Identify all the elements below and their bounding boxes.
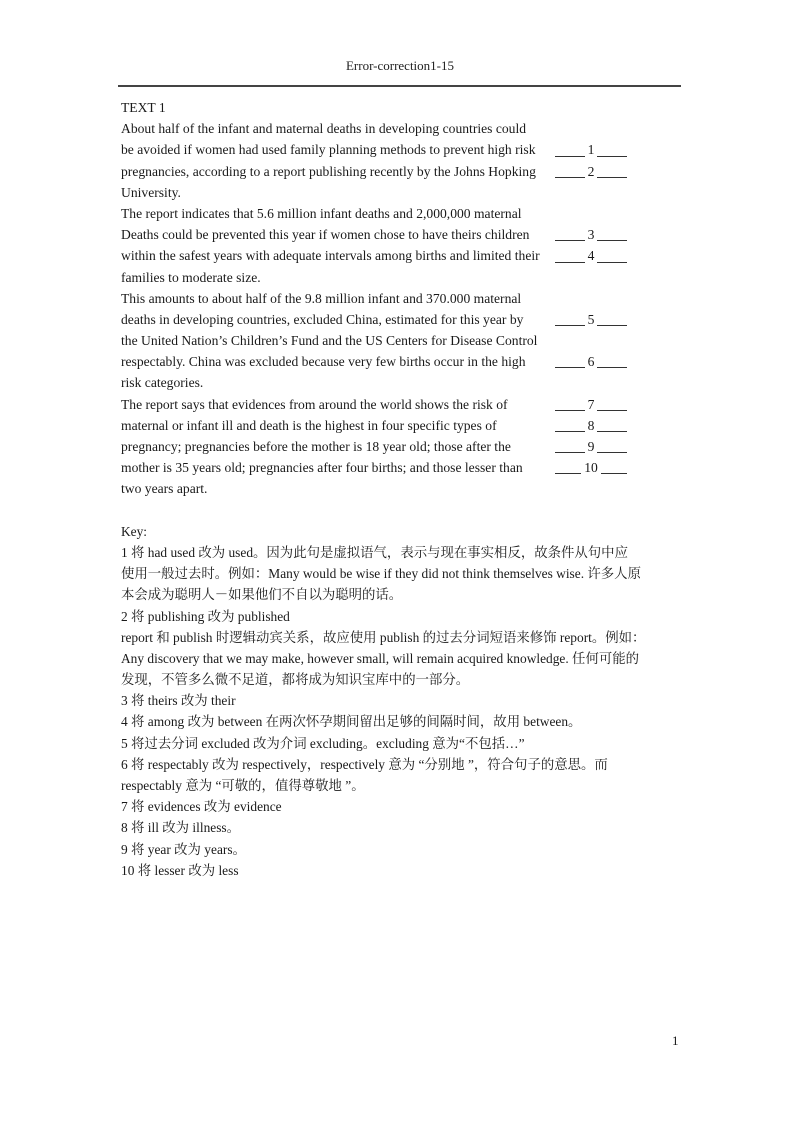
passage-line-text: The report indicates that 5.6 million infant deaths and 2,000,000 maternal	[121, 205, 522, 221]
blank-number: 2	[585, 164, 598, 179]
passage-line	[121, 330, 691, 351]
blank-number: 6	[585, 354, 598, 369]
key-line: respectably 意为 “可敬的，值得尊敬地 ”。	[121, 778, 365, 793]
key-line: 2 将 publishing 改为 published	[121, 608, 290, 624]
passage-line-text: Deaths could be prevented this year if women chose to have theirs children	[121, 227, 530, 243]
passage-line	[121, 394, 691, 415]
blank-number: 9	[585, 439, 598, 454]
passage-line	[121, 309, 691, 330]
spacer	[121, 500, 691, 521]
passage	[121, 118, 691, 499]
passage-line-text: The report says that evidences from around the world shows the risk of	[121, 396, 508, 412]
passage-line-text: deaths in developing countries, excluded China, estimated for this year by	[121, 311, 524, 327]
key-line: 发现，不管多么微不足道，都将成为知识宝库中的一部分。	[121, 672, 470, 688]
answer-blank	[555, 309, 627, 330]
key-lines	[121, 542, 681, 881]
passage-line	[121, 415, 691, 436]
passage-line-text: families to moderate size.	[121, 269, 261, 285]
blank-number: 7	[585, 397, 598, 412]
passage-line	[121, 478, 691, 499]
passage-line-text: pregnancy; pregnancies before the mother is 18 year old; those after the	[121, 439, 511, 454]
key-line: 8 将 ill 改为 illness。	[121, 820, 241, 836]
key-line: 5 将过去分词 excluded 改为介词 excluding。excluding 意为“不包括…”	[121, 735, 525, 751]
passage-line	[121, 436, 691, 457]
blank-number: 5	[585, 312, 598, 327]
passage-line-text: within the safest years with adequate intervals among births and limited their	[121, 248, 540, 264]
passage-line-text: maternal or infant ill and death is the highest in four specific types of	[121, 417, 497, 433]
key-line: 10 将 lesser 改为 less	[121, 862, 239, 878]
passage-line	[121, 372, 691, 393]
blank-number: 4	[585, 248, 598, 263]
header-divider	[118, 85, 681, 87]
passage-line	[121, 288, 691, 309]
key-line: 3 将 theirs 改为 their	[121, 693, 236, 709]
answer-blank	[555, 139, 627, 160]
passage-line-text: risk categories.	[121, 375, 204, 391]
answer-blank	[555, 351, 627, 372]
passage-line	[121, 203, 691, 224]
passage-line-text: respectably. China was excluded because very few births occur in the high	[121, 354, 526, 370]
document-header-title: Error-correction1-15	[345, 58, 455, 73]
passage-line-text: pregnancies, according to a report publishing recently by the Johns Hopking	[121, 163, 536, 179]
blank-number: 8	[585, 418, 598, 433]
key-line: 6 将 respectably 改为 respectively，respectively 意为 “分别地 ”，符合句子的意思。而	[121, 756, 608, 772]
passage-line-text: About half of the infant and maternal deaths in developing countries could	[121, 121, 527, 137]
passage-line-text: This amounts to about half of the 9.8 million infant and 370.000 maternal	[121, 290, 522, 306]
key-line: report 和 publish 时逻辑动宾关系，故应使用 publish 的过去分词短语来修饰 report。例如：	[121, 629, 646, 645]
passage-line	[121, 118, 691, 139]
key-line: Any discovery that we may make, however small, will remain acquired knowledge. 任何可能的	[121, 650, 640, 666]
passage-line	[121, 457, 691, 478]
passage-line-text: the United Nation’s Children’s Fund and the US Centers for Disease Control	[121, 333, 538, 349]
answer-blank	[555, 436, 627, 457]
passage-line	[121, 161, 691, 182]
key-line: 9 将 year 改为 years。	[121, 841, 246, 857]
passage-line-text: be avoided if women had used family planning methods to prevent high risk	[121, 142, 536, 158]
key-heading: Key:	[121, 523, 148, 539]
key-line: 4 将 among 改为 between 在两次怀孕期间留出足够的间隔时间，故用 between。	[121, 714, 582, 730]
passage-line	[121, 139, 691, 160]
answer-key	[121, 521, 681, 881]
answer-blank	[555, 457, 627, 478]
blank-number: 1	[585, 142, 598, 157]
passage-line	[121, 267, 691, 288]
passage-line	[121, 245, 691, 266]
key-line: 使用一般过去时。例如：Many would be wise if they did not think themselves wise. 许多人原	[121, 566, 641, 582]
passage-line	[121, 224, 691, 245]
passage-line-text: University.	[121, 184, 181, 200]
section-heading: TEXT 1	[121, 100, 166, 115]
blank-number: 3	[585, 227, 598, 242]
passage-line	[121, 351, 691, 372]
answer-blank	[555, 161, 627, 182]
document-body	[121, 97, 691, 881]
passage-line	[121, 182, 691, 203]
answer-blank	[555, 415, 627, 436]
key-line: 1 将 had used 改为 used。因为此句是虚拟语气，表示与现在事实相反，故条件从句中应	[121, 544, 628, 560]
key-line: 7 将 evidences 改为 evidence	[121, 799, 282, 815]
key-line: 本会成为聪明人－如果他们不自以为聪明的话。	[121, 587, 403, 603]
passage-line-text: two years apart.	[121, 481, 208, 497]
answer-blank	[555, 245, 627, 266]
blank-number: 10	[581, 460, 601, 475]
answer-blank	[555, 394, 627, 415]
passage-line-text: mother is 35 years old; pregnancies after four births; and those lesser than	[121, 460, 523, 476]
answer-blank	[555, 224, 627, 245]
page-number: 1	[672, 1033, 679, 1048]
